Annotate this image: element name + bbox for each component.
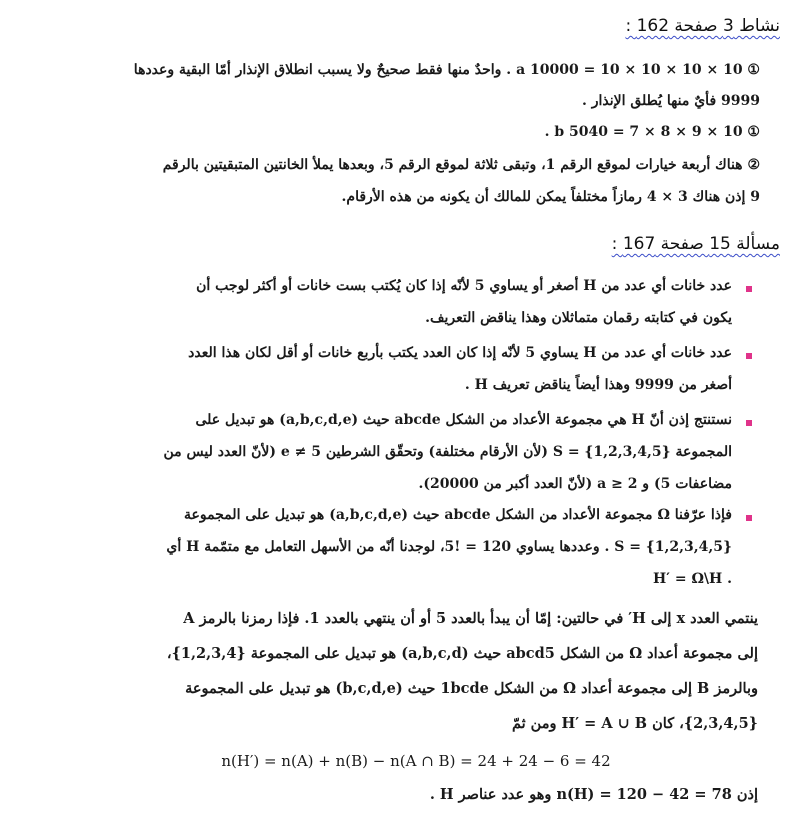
activity-line-2: 9999 فأيٌ منها يُطلق الإنذار .: [581, 93, 760, 109]
item-3-line-2: المجموعة S = {1,2,3,4,5} (لأن الأرقام مختلفة) وتحقّق الشرطين e ≠ 5 (لأنّ العدد ليس من: [163, 444, 732, 460]
conclusion-line-4: {2,3,4,5}، كان H′ = A ∪ B ومن ثمّ: [511, 715, 758, 732]
activity-heading: نشاط 3 صفحة 162 :: [625, 16, 780, 36]
item-2-line-2: أصغر من 9999 وهذا أيضاً يناقض تعريف H .: [464, 377, 732, 393]
problem-heading: مسألة 15 صفحة 167 :: [611, 234, 780, 254]
item-1-line-2: يكون في كتابته رقمان متماثلان وهذا يناقض التعريف.: [425, 310, 732, 326]
equation: n(H′) = n(A) + n(B) − n(A ∩ B) = 24 + 24 − 6 = 42: [221, 752, 611, 770]
conclusion-final: إذن 78 = 42 − 120 = n(H) وهو عدد عناصر H .: [429, 786, 758, 803]
conclusion-line-3: وبالرمز B إلى مجموعة أعداد Ω من الشكل 1bcde حيث (b,c,d,e) هو تبديل على المجموعة: [185, 680, 758, 697]
item-4-line-2: S = {1,2,3,4,5} . وعددها يساوي 120 = !5، لوجدنا أنّه من الأسهل التعامل مع متمّمة H أي: [166, 539, 732, 555]
conclusion-line-1: ينتمي العدد x إلى H′ في حالتين: إمّا أن يبدأ بالعدد 5 أو أن ينتهي بالعدد 1. فإذا رمزنا بالرمز A: [183, 610, 758, 627]
item-3-line-1: نستنتج إذن أنّ H هي مجموعة الأعداد من الشكل abcde حيث (a,b,c,d,e) هو تبديل على: [195, 412, 732, 428]
item-4-line-1: فإذا عرّفنا Ω مجموعة الأعداد من الشكل abcde حيث (a,b,c,d,e) هو تبديل على المجموعة: [183, 507, 732, 523]
conclusion-line-2: إلى مجموعة أعداد Ω من الشكل abcd5 حيث (a,b,c,d) هو تبديل على المجموعة {1,2,3,4}،: [166, 645, 758, 662]
activity-line-1: ① a 10000 = 10 × 10 × 10 × 10 . واحدٌ منها فقط صحيحٌ ولا يسبب انطلاق الإنذار أمّا البقية وعددها: [133, 62, 760, 78]
item-1-line-1: عدد خانات أي عدد من H أصغر أو يساوي 5 لأنّه إذا كان يُكتب بست خانات أو أكثر لوجب أن: [196, 278, 732, 294]
item-4-line-3: . H′ = Ω\H: [653, 571, 732, 587]
activity-line-5: 9 إذن هناك 3 × 4 رمازاً مختلفاً يمكن للمالك أن يكونه من هذه الأرقام.: [341, 189, 760, 205]
bullet-marker-4: [746, 515, 752, 521]
item-3-line-3: مضاعفات 5) و a ≥ 2 (لأنّ العدد أكبر من 20000).: [418, 476, 732, 492]
bullet-marker-3: [746, 420, 752, 426]
item-2-line-1: عدد خانات أي عدد من H يساوي 5 لأنّه إذا كان العدد يكتب بأربع خانات أو أقل لكان هذا العدد: [188, 345, 732, 361]
bullet-marker-2: [746, 353, 752, 359]
activity-line-4: ② هناك أربعة خيارات لموقع الرقم 1، وتبقى ثلاثة لموقع الرقم 5، وبعدها يملأ الخانتين المتبقيتين بالرقم: [162, 157, 760, 173]
activity-line-3: ① b 5040 = 7 × 8 × 9 × 10 .: [544, 124, 760, 140]
bullet-marker-1: [746, 286, 752, 292]
